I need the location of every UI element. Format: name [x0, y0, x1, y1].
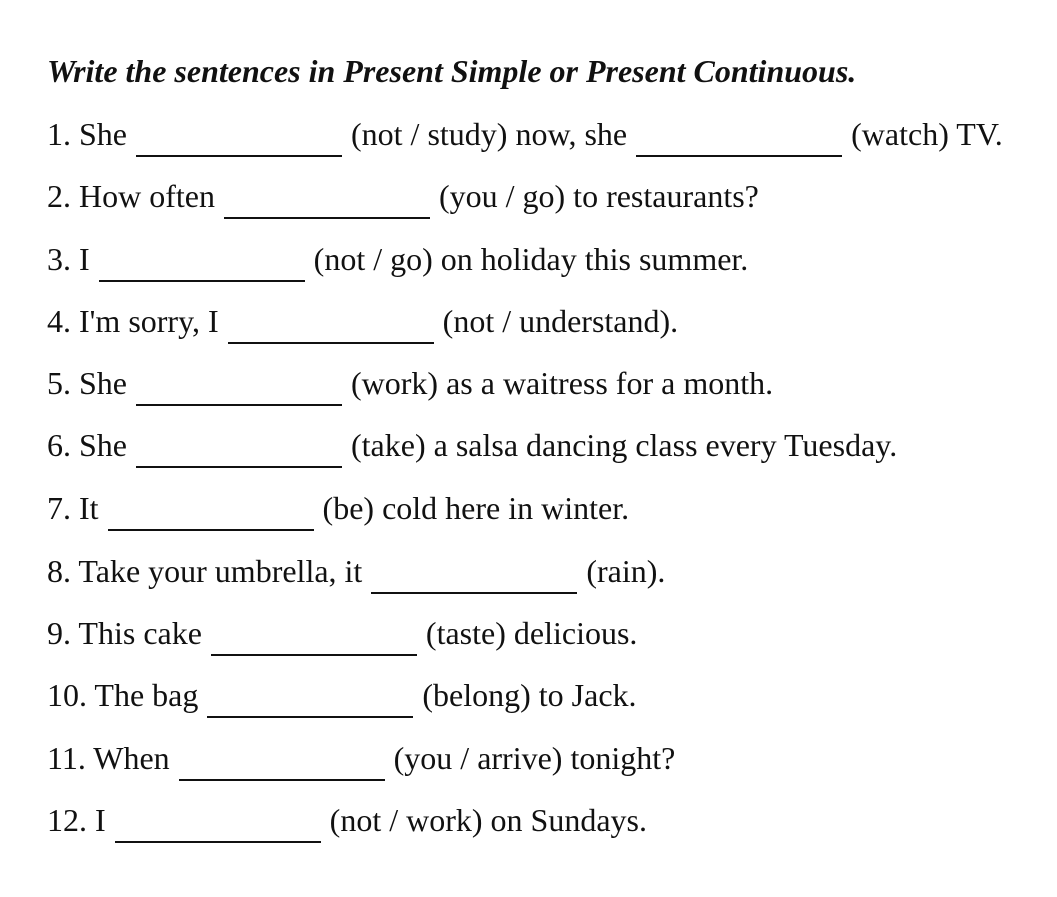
item-6-blank[interactable]	[136, 440, 342, 468]
item-8-text-after: (rain).	[586, 553, 666, 589]
item-10-text-after: (belong) to Jack.	[422, 677, 637, 713]
item-4-blank[interactable]	[228, 316, 434, 344]
item-10-blank[interactable]	[207, 690, 413, 718]
exercise-item-3	[47, 239, 748, 282]
item-1-text-after: (watch) TV.	[851, 116, 1003, 152]
item-1-text-middle: (not / study) now, she	[351, 116, 628, 152]
item-4-text-before: 4. I'm sorry, I	[47, 303, 219, 339]
item-3-text-after: (not / go) on holiday this summer.	[313, 241, 749, 277]
exercise-item-12	[47, 800, 647, 843]
item-12-blank[interactable]	[115, 815, 321, 843]
exercise-item-2	[47, 176, 759, 219]
item-7-blank[interactable]	[108, 503, 314, 531]
exercise-item-6	[47, 425, 897, 468]
item-5-text-after: (work) as a waitress for a month.	[351, 365, 774, 401]
item-7-text-before: 7. It	[47, 490, 99, 526]
item-12-text-before: 12. I	[47, 802, 106, 838]
item-9-text-after: (taste) delicious.	[425, 615, 638, 651]
item-1-blank-2[interactable]	[636, 129, 842, 157]
worksheet-title: Write the sentences in Present Simple or Present Continuous.	[47, 53, 857, 89]
item-1-text-before: 1. She	[47, 116, 127, 152]
exercise-item-7	[47, 488, 629, 531]
item-11-blank[interactable]	[179, 753, 385, 781]
item-11-text-after: (you / arrive) tonight?	[393, 740, 676, 776]
exercise-item-8	[47, 551, 665, 594]
exercise-item-11	[47, 738, 675, 781]
exercise-item-9	[47, 613, 637, 656]
item-4-text-after: (not / understand).	[442, 303, 679, 339]
item-7-text-after: (be) cold here in winter.	[322, 490, 630, 526]
item-6-text-after: (take) a salsa dancing class every Tuesday.	[351, 427, 898, 463]
item-5-text-before: 5. She	[47, 365, 127, 401]
exercise-item-10	[47, 675, 637, 718]
item-12-text-after: (not / work) on Sundays.	[329, 802, 647, 838]
item-2-text-before: 2. How often	[47, 178, 215, 214]
item-9-blank[interactable]	[211, 628, 417, 656]
item-3-blank[interactable]	[99, 254, 305, 282]
item-8-blank[interactable]	[371, 566, 577, 594]
item-10-text-before: 10. The bag	[47, 677, 199, 713]
exercise-item-4	[47, 301, 678, 344]
item-11-text-before: 11. When	[47, 740, 170, 776]
item-2-blank[interactable]	[224, 191, 430, 219]
exercise-item-1	[47, 114, 1003, 157]
item-3-text-before: 3. I	[47, 241, 90, 277]
item-1-blank-1[interactable]	[136, 129, 342, 157]
item-5-blank[interactable]	[136, 378, 342, 406]
exercise-item-5	[47, 363, 773, 406]
item-8-text-before: 8. Take your umbrella, it	[47, 553, 363, 589]
item-2-text-after: (you / go) to restaurants?	[438, 178, 759, 214]
item-6-text-before: 6. She	[47, 427, 127, 463]
item-9-text-before: 9. This cake	[47, 615, 202, 651]
